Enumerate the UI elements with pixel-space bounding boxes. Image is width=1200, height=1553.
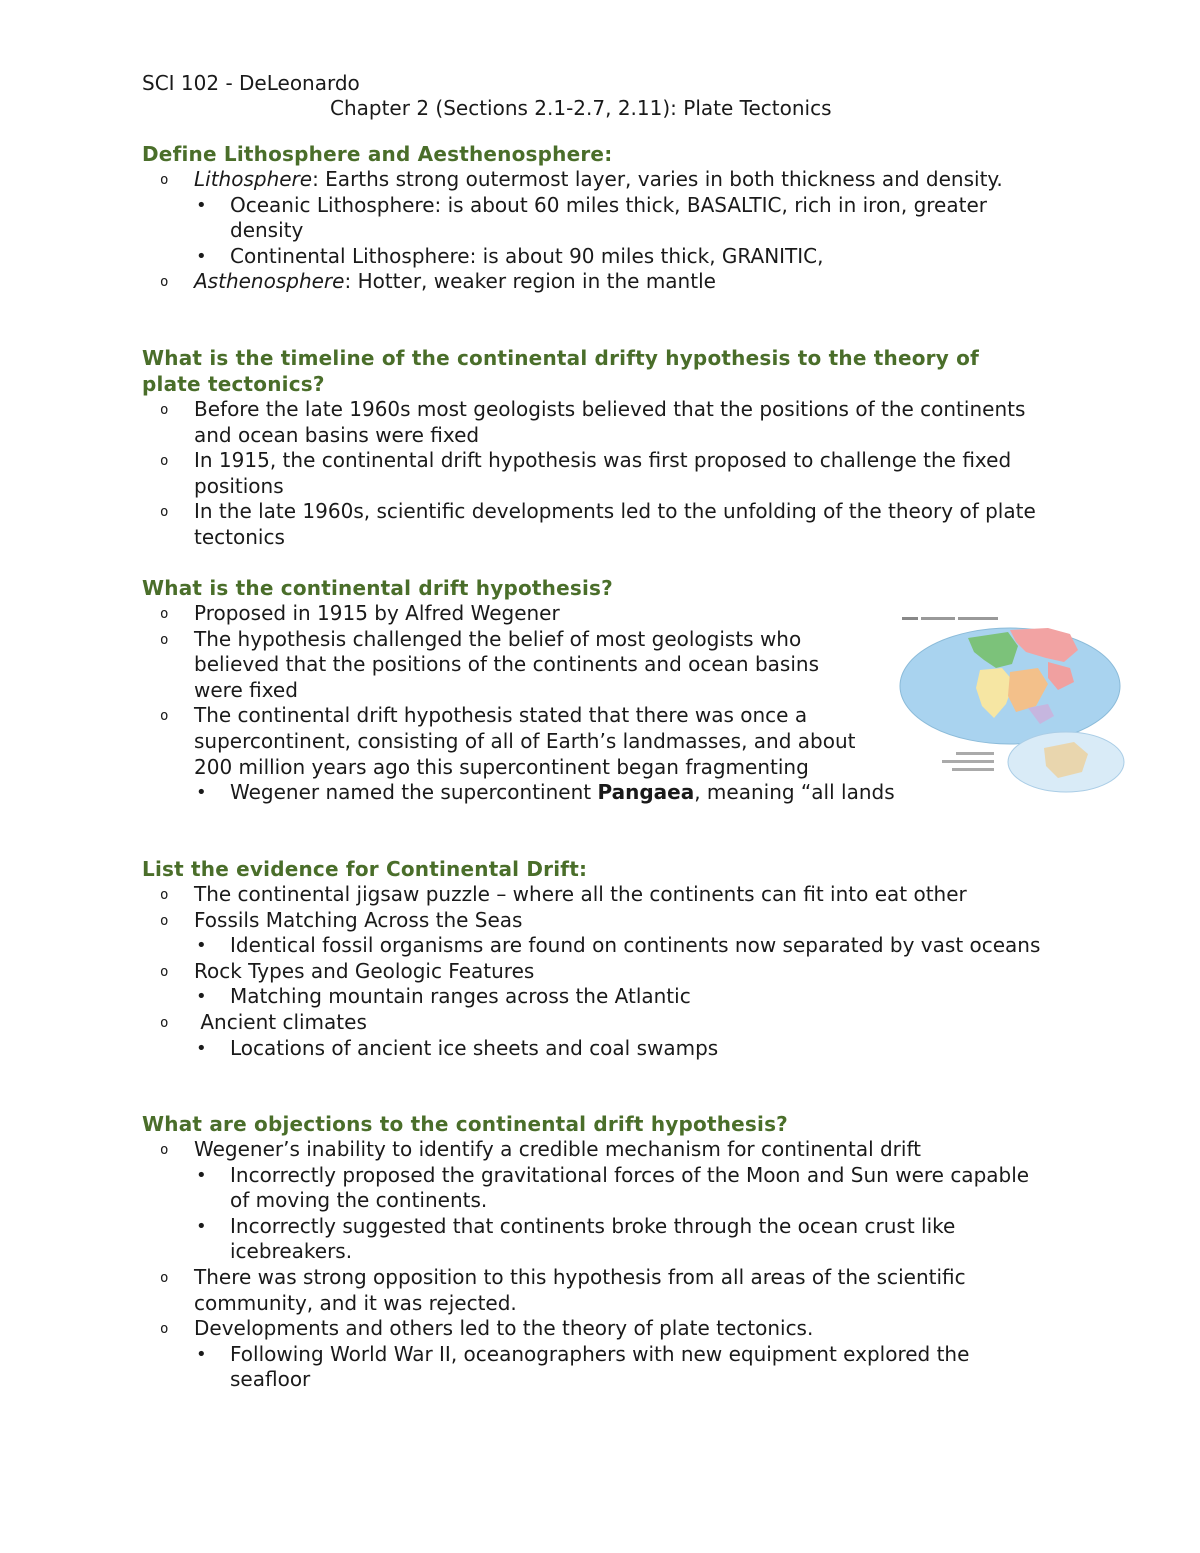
bullet-marker: o [160, 402, 169, 418]
bullet-marker: o [160, 606, 169, 622]
list-item [142, 397, 1042, 448]
bullet-marker: o [160, 912, 169, 929]
item-text: In the late 1960s, scientific developments led to the unfolding of the theory of plate tectonics [194, 499, 1036, 549]
sub-list-item [194, 1342, 1042, 1393]
item-text: The hypothesis challenged the belief of most geologists who believed that the positions of the continents and ocean basins were fixed [194, 626, 819, 702]
bullet-list [142, 167, 1042, 295]
list-item [142, 499, 1042, 550]
bullet-list [142, 1137, 1042, 1393]
sub-bullet-marker: • [196, 782, 207, 804]
item-text: The continental drift hypothesis stated that there was once a supercontinent, consisting of all of Earth’s landmasses, and about 200 million years ago this supercontinent began fragmenting [194, 703, 856, 779]
sub-bullet-list [194, 933, 1042, 959]
list-item [142, 882, 1042, 908]
list-item [142, 1316, 1042, 1393]
map-legend-lines [942, 752, 994, 771]
sub-bullet-marker: • [196, 1343, 207, 1365]
sub-list-item [194, 984, 1042, 1010]
item-text: Proposed in 1915 by Alfred Wegener [194, 601, 560, 625]
item-text: Locations of ancient ice sheets and coal swamps [230, 1035, 719, 1060]
bullet-list [142, 397, 1042, 551]
sub-bullet-list [194, 1036, 1042, 1062]
question-heading: What is the timeline of the continental drifty hypothesis to the theory of plate tectonics? [142, 346, 979, 396]
item-text: Matching mountain ranges across the Atlantic [230, 984, 691, 1009]
item-text: Rock Types and Geologic Features [194, 958, 535, 983]
item-text: Wegener named the supercontinent [230, 780, 598, 805]
item-text: Ancient climates [194, 1009, 367, 1034]
list-item [142, 627, 874, 704]
list-item [142, 1265, 1042, 1316]
term-asthenosphere: Asthenosphere [194, 269, 345, 294]
bullet-marker: o [160, 172, 169, 188]
list-item [142, 959, 1042, 1010]
bullet-marker: o [160, 1269, 169, 1286]
sub-bullet-list [194, 1163, 1042, 1265]
sub-list-item [194, 193, 1042, 244]
section-lithosphere [142, 141, 1042, 295]
bullet-list [142, 882, 1042, 1061]
pangaea-map-image [898, 612, 1126, 794]
section-evidence [142, 856, 1042, 1061]
section-timeline [142, 345, 1042, 551]
bullet-marker: o [160, 274, 169, 291]
list-item [142, 1010, 1042, 1061]
item-text: Incorrectly proposed the gravitational forces of the Moon and Sun were capable of moving the continents. [230, 1162, 1030, 1213]
item-text: Developments and others led to the theory of plate tectonics. [194, 1316, 814, 1341]
item-text: Incorrectly suggested that continents broke through the ocean crust like icebreakers. [230, 1213, 956, 1264]
list-item [142, 269, 1042, 295]
question-heading: List the evidence for Continental Drift: [142, 857, 588, 881]
section-objections [142, 1111, 1042, 1393]
bullet-marker: o [160, 631, 169, 648]
item-text: Before the late 1960s most geologists believed that the positions of the continents and ocean basins were fixed [194, 397, 1026, 447]
sub-list-item [194, 1214, 1042, 1265]
sub-list-item [194, 244, 1042, 270]
sub-bullet-list [194, 1342, 1042, 1393]
list-item [142, 703, 895, 805]
sub-list-item [194, 1036, 1042, 1062]
sub-bullet-marker: • [196, 1037, 207, 1059]
bullet-marker: o [160, 708, 169, 725]
bullet-marker: o [160, 887, 169, 903]
sub-bullet-marker: • [196, 986, 207, 1008]
sub-bullet-marker: • [196, 935, 207, 957]
bullet-marker: o [160, 1014, 169, 1031]
list-item [142, 1137, 1042, 1265]
sub-bullet-list [194, 193, 1042, 270]
sub-bullet-marker: • [196, 1215, 207, 1237]
item-text: Continental Lithosphere: is about 90 miles thick, GRANITIC, [230, 243, 824, 268]
item-text: Wegener’s inability to identify a credible mechanism for continental drift [194, 1137, 921, 1161]
definition-text: : Earths strong outermost layer, varies in both thickness and density. [312, 167, 1003, 191]
bullet-marker: o [160, 1321, 169, 1338]
bullet-marker: o [160, 453, 169, 470]
question-heading: Define Lithosphere and Aesthenosphere: [142, 142, 613, 166]
list-item [142, 448, 1042, 499]
list-item [142, 167, 1042, 269]
list-item [142, 908, 1042, 959]
bullet-marker: o [160, 963, 169, 980]
chapter-title: Chapter 2 (Sections 2.1-2.7, 2.11): Plate Tectonics [330, 96, 832, 120]
item-text: The continental jigsaw puzzle – where all the continents can fit into eat other [194, 882, 967, 906]
item-text: In 1915, the continental drift hypothesis was first proposed to challenge the fixed positions [194, 448, 1012, 498]
item-text: Following World War II, oceanographers with new equipment explored the seafloor [230, 1341, 970, 1392]
item-text: There was strong opposition to this hypothesis from all areas of the scientific community, and it was rejected. [194, 1264, 966, 1315]
sub-list-item [194, 1163, 1042, 1214]
bullet-marker: o [160, 504, 169, 521]
item-text: , meaning “all lands [694, 780, 895, 805]
sub-bullet-marker: • [196, 245, 207, 267]
sub-bullet-list [194, 984, 1042, 1010]
definition-text: : Hotter, weaker region in the mantle [344, 269, 716, 294]
item-text: Oceanic Lithosphere: is about 60 miles thick, BASALTIC, rich in iron, greater density [230, 192, 987, 243]
sub-bullet-marker: • [196, 194, 207, 216]
item-text: Identical fossil organisms are found on continents now separated by vast oceans [230, 933, 1041, 958]
term-pangaea: Pangaea [597, 780, 695, 805]
item-text: Fossils Matching Across the Seas [194, 907, 523, 932]
sub-list-item [194, 933, 1042, 959]
question-heading: What is the continental drift hypothesis? [142, 576, 613, 600]
sub-bullet-marker: • [196, 1164, 207, 1186]
question-heading: What are objections to the continental drift hypothesis? [142, 1112, 788, 1136]
course-title: SCI 102 - DeLeonardo [142, 71, 360, 95]
bullet-marker: o [160, 1142, 169, 1158]
map-title-lines [902, 617, 998, 620]
term-lithosphere: Lithosphere [194, 167, 313, 191]
